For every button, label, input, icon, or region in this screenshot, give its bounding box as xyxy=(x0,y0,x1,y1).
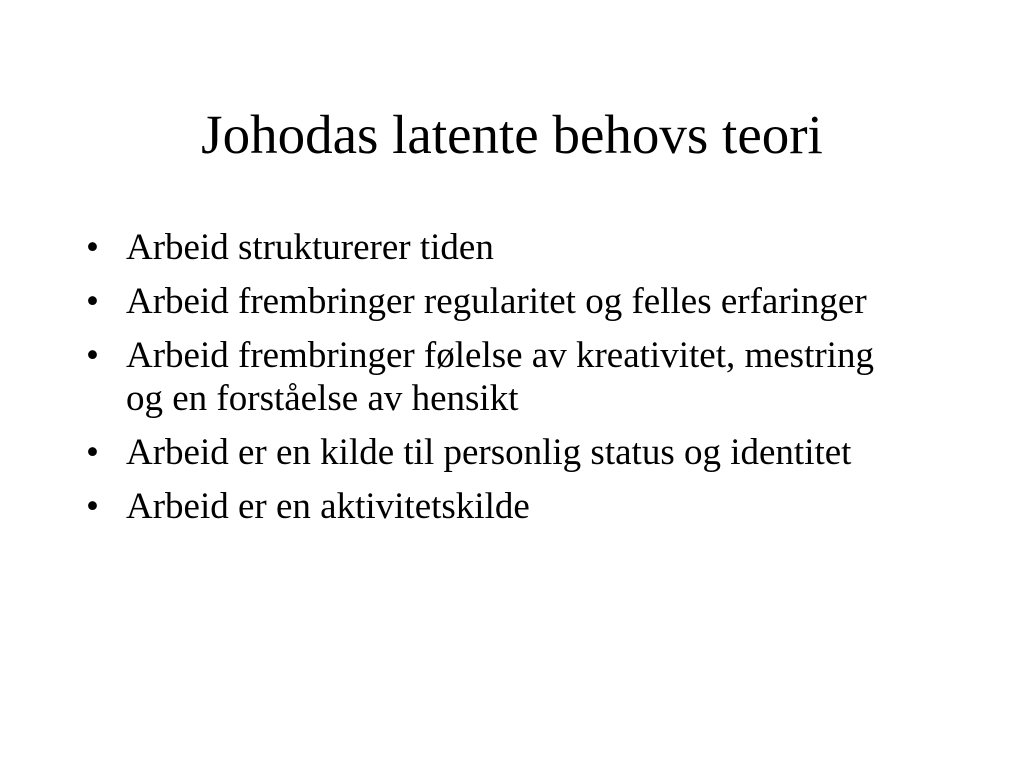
bullet-text: Arbeid er en kilde til personlig status og identitet xyxy=(126,432,852,473)
bullet-item xyxy=(82,485,912,528)
bullet-list xyxy=(82,226,912,539)
bullet-marker: • xyxy=(86,335,99,376)
bullet-text: Arbeid strukturerer tiden xyxy=(126,227,494,268)
bullet-item xyxy=(82,334,912,420)
bullet-item xyxy=(82,431,912,474)
bullet-item xyxy=(82,280,912,323)
bullet-marker: • xyxy=(86,486,99,527)
bullet-text: Arbeid frembringer regularitet og felles erfaringer xyxy=(126,281,867,322)
bullet-item xyxy=(82,226,912,269)
slide-title: Johodas latente behovs teori xyxy=(201,104,823,165)
bullet-marker: • xyxy=(86,281,99,322)
bullet-text: Arbeid frembringer følelse av kreativitet, mestring og en forståelse av hensikt xyxy=(126,335,874,419)
bullet-text: Arbeid er en aktivitetskilde xyxy=(126,486,530,527)
bullet-marker: • xyxy=(86,227,99,268)
bullet-marker: • xyxy=(86,432,99,473)
